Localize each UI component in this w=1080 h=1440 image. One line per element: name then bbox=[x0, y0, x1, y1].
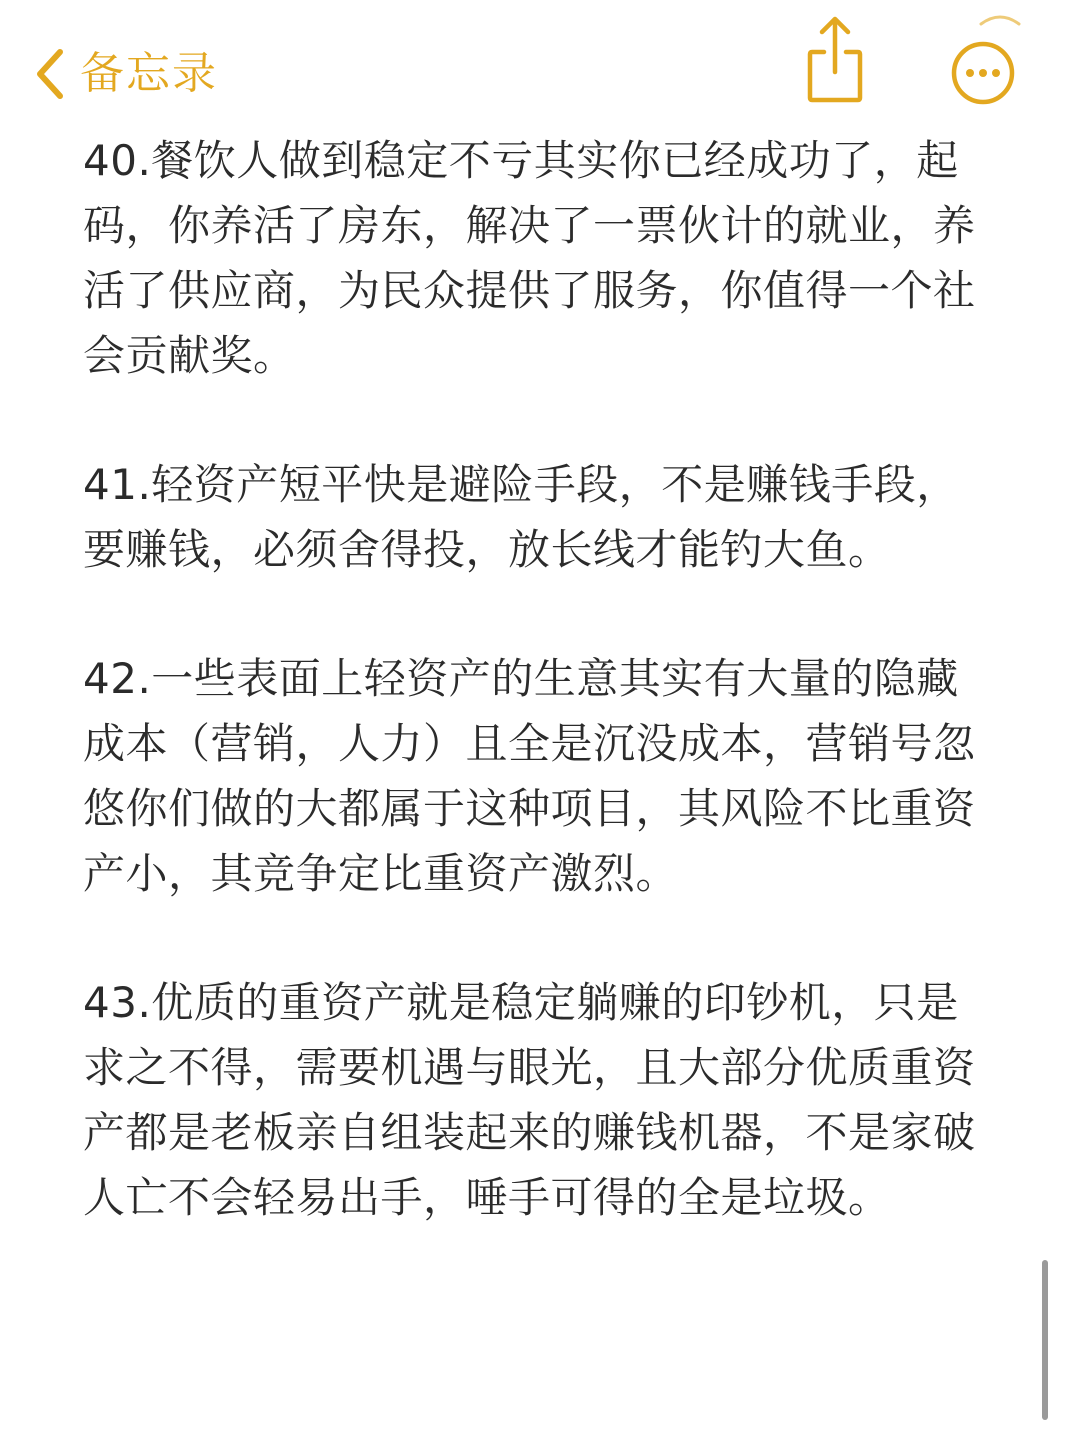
chevron-left-icon bbox=[32, 47, 66, 101]
note-body[interactable] bbox=[83, 128, 983, 1230]
note-paragraph-43: 43.优质的重资产就是稳定躺赚的印钞机，只是求之不得，需要机遇与眼光，且大部分优质重资产都是老板亲自组装起来的赚钱机器，不是家破人亡不会轻易出手，唾手可得的全是垃圾。 bbox=[83, 978, 976, 1222]
back-label: 备忘录 bbox=[80, 48, 218, 99]
note-paragraph-41: 41.轻资产短平快是避险手段，不是赚钱手段，要赚钱，必须舍得投，放长线才能钓大鱼。 bbox=[83, 460, 959, 574]
scrollbar[interactable] bbox=[1040, 1260, 1050, 1420]
share-icon bbox=[800, 10, 870, 106]
navigation-bar bbox=[0, 0, 1080, 130]
note-paragraph-40: 40.餐饮人做到稳定不亏其实你已经成功了，起码，你养活了房东，解决了一票伙计的就业，养活了供应商，为民众提供了服务，你值得一个社会贡献奖。 bbox=[83, 136, 976, 380]
back-button[interactable] bbox=[32, 38, 218, 110]
more-options-button[interactable] bbox=[950, 40, 1016, 106]
share-button[interactable] bbox=[800, 10, 870, 106]
note-paragraph-42: 42.一些表面上轻资产的生意其实有大量的隐藏成本（营销，人力）且全是沉没成本，营销号忽悠你们做的大都属于这种项目，其风险不比重资产小，其竞争定比重资产激烈。 bbox=[83, 654, 976, 898]
scrollbar-thumb[interactable] bbox=[1042, 1260, 1048, 1420]
status-indicator-icon bbox=[975, 8, 1025, 28]
more-horizontal-circle-icon bbox=[950, 40, 1016, 106]
